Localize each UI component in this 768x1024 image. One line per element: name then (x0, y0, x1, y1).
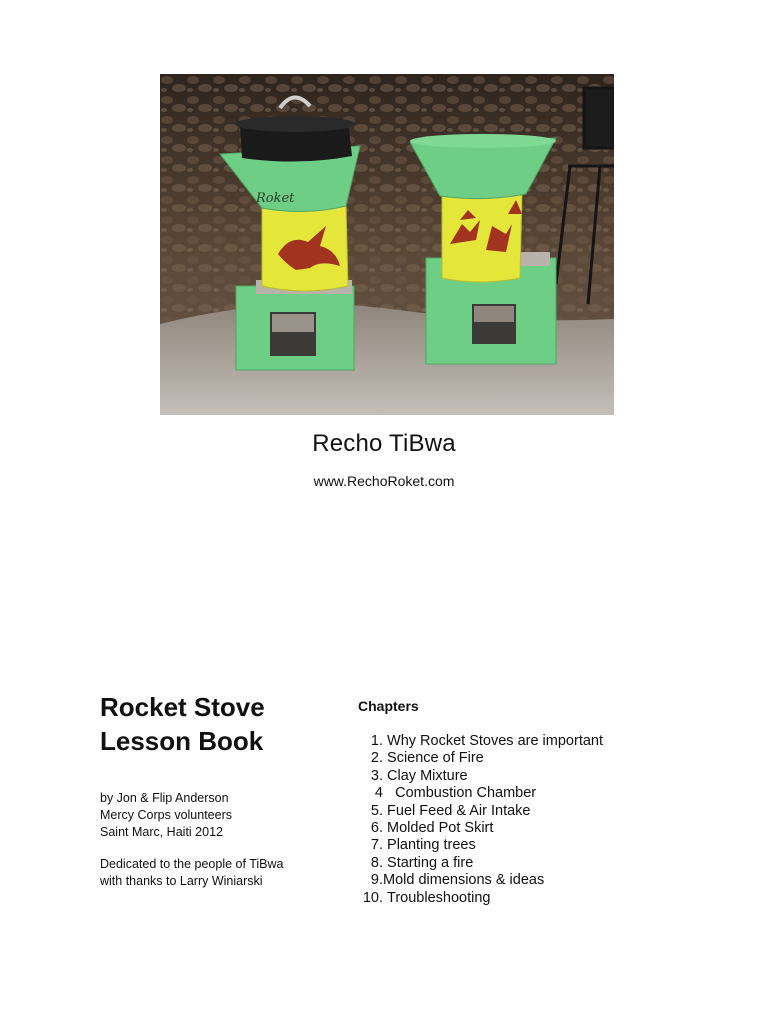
chapter-title: Science of Fire (387, 750, 484, 767)
chapter-item (356, 750, 656, 767)
book-title-line: Lesson Book (100, 726, 264, 756)
chapter-number: 3. (370, 767, 383, 784)
website-url: www.RechoRoket.com (313, 473, 455, 489)
chapter-number: 7. (370, 837, 383, 854)
rocket-stoves-illustration (160, 74, 614, 415)
credit-line: Mercy Corps volunteers (100, 808, 232, 822)
chapter-title: Mold dimensions & ideas (383, 872, 545, 889)
chapter-item (356, 820, 656, 837)
chapter-title: Combustion Chamber (395, 785, 537, 802)
chapter-title: Molded Pot Skirt (387, 820, 494, 837)
chapter-title: Planting trees (387, 837, 476, 854)
book-title-line: Rocket Stove (100, 692, 265, 722)
author-credits (100, 790, 340, 841)
chapter-item (356, 803, 656, 820)
chapter-number: 6. (370, 820, 383, 837)
chapter-number: 5. (370, 802, 383, 819)
credit-line: Saint Marc, Haiti 2012 (100, 825, 223, 839)
chapter-number: 8. (370, 854, 383, 871)
chapter-item (356, 837, 656, 854)
chapter-number: 1. (370, 733, 383, 749)
chapter-title: Fuel Feed & Air Intake (387, 802, 531, 819)
chapters-list (356, 733, 656, 907)
chapter-number: 9. (370, 872, 383, 889)
chapter-title: Starting a fire (387, 854, 474, 871)
dedication-line: Dedicated to the people of TiBwa (100, 857, 284, 871)
chapter-title: Why Rocket Stoves are important (387, 733, 604, 749)
cover-title: Recho TiBwa (312, 430, 456, 457)
chapter-number: 2. (370, 750, 383, 767)
chapters-heading: Chapters (358, 698, 419, 714)
chapter-item (356, 890, 656, 907)
chapter-item (356, 733, 656, 750)
chapter-title: Clay Mixture (387, 767, 468, 784)
credit-line: by Jon & Flip Anderson (100, 791, 229, 805)
chapter-title: Troubleshooting (387, 889, 491, 906)
dedication (100, 856, 340, 890)
stove-lettering: Roket (256, 191, 295, 206)
chapter-item (356, 768, 656, 785)
chapter-number: 10. (362, 889, 383, 906)
cover-photo (160, 74, 614, 415)
chapter-number: 4 (374, 785, 383, 802)
dedication-line: with thanks to Larry Winiarski (100, 874, 263, 888)
chapter-item (356, 872, 656, 889)
book-title (100, 690, 340, 758)
chapter-item (356, 785, 656, 802)
chapter-item (356, 855, 656, 872)
